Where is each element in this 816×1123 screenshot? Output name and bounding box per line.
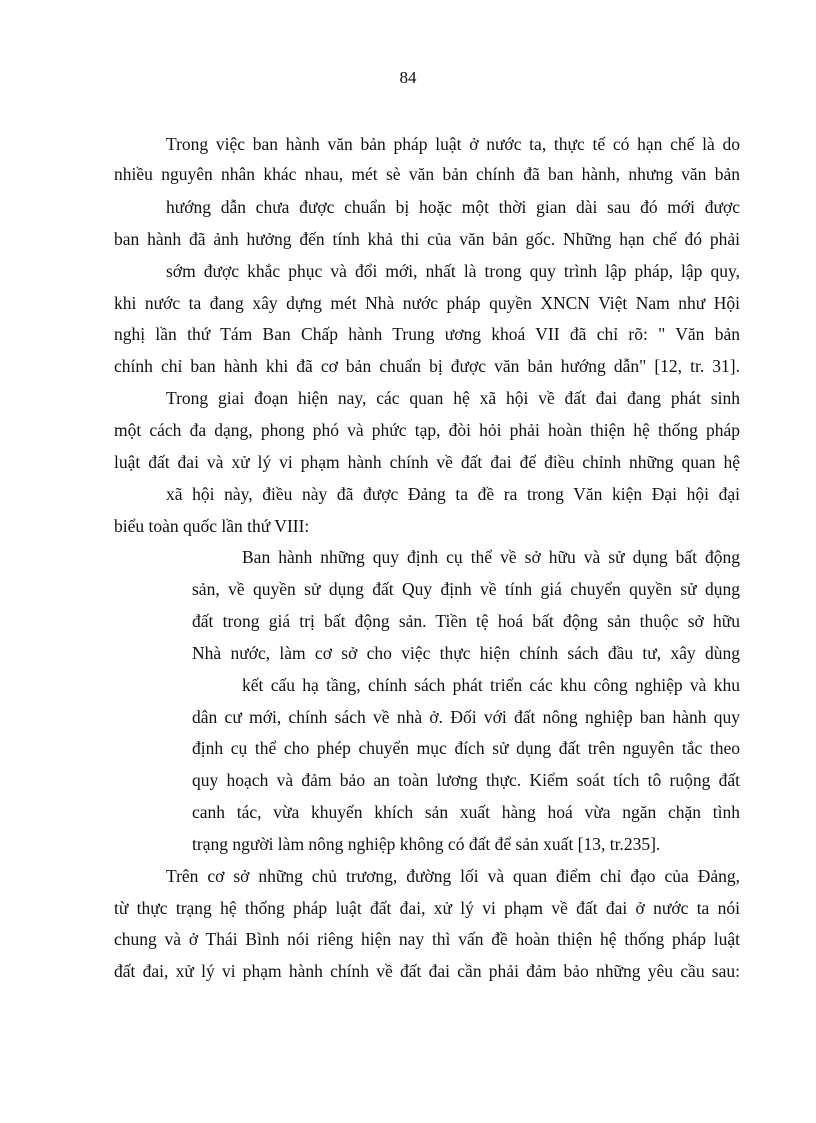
quote-line: kết cấu hạ tầng, chính sách phát triển các khu công nghiệp và khu [242,675,740,695]
quote-line: canh tác, vừa khuyến khích sản xuất hàng hoá vừa ngăn chặn tình [192,802,740,822]
quote-line: định cụ thể cho phép chuyển mục đích sử dụng đất trên nguyên tắc theo [192,738,740,758]
text-line: hướng dẫn chưa được chuẩn bị hoặc một thời gian dài sau đó mới được [166,197,740,217]
text-line: luật đất đai và xử lý vi phạm hành chính về đất đai để điều chỉnh những quan hệ [114,452,740,472]
quote-line: Nhà nước, làm cơ sở cho việc thực hiện chính sách đầu tư, xây dùng [192,643,740,663]
text-line: nghị lần thứ Tám Ban Chấp hành Trung ương khoá VII đã chỉ rõ: " Văn bản [114,324,740,344]
quote-line: quy hoạch và đảm bảo an toàn lương thực. Kiểm soát tích tô ruộng đất [192,770,740,790]
quote-line: Ban hành những quy định cụ thể về sở hữu và sử dụng bất động [242,547,740,567]
text-line: đất đai, xử lý vi phạm hành chính về đất đai cần phải đảm bảo những yêu cầu sau: [114,961,740,981]
text-line: sớm được khắc phục và đổi mới, nhất là trong quy trình lập pháp, lập quy, [166,261,740,281]
quote-line: dân cư mới, chính sách về nhà ở. Đối với đất nông nghiệp ban hành quy [192,707,740,727]
text-line: chung và ở Thái Bình nói riêng hiện nay thì vấn đề hoàn thiện hệ thống pháp luật [114,929,740,949]
text-line: xã hội này, điều này đã được Đảng ta đề ra trong Văn kiện Đại hội đại [166,484,740,504]
text-line: khi nước ta đang xây dựng mét Nhà nước pháp quyền XNCN Việt Nam như Hội [114,293,740,313]
text-line: chính chỉ ban hành khi đã cơ bản chuẩn bị được văn bản hướng dẫn" [12, tr. 31]. [114,356,740,376]
quote-line: trạng người làm nông nghiệp không có đất để sản xuất [13, tr.235]. [192,834,661,854]
quote-line: sản, về quyền sử dụng đất Quy định về tính giá chuyển quyền sử dụng [192,579,740,599]
text-line: một cách đa dạng, phong phó và phức tạp, đòi hỏi phải hoàn thiện hệ thống pháp [114,420,740,440]
text-line: Trong việc ban hành văn bản pháp luật ở nước ta, thực tế có hạn chế là do [166,134,740,154]
page-number: 84 [399,68,417,87]
text-line: ban hành đã ảnh hưởng đến tính khả thi của văn bản gốc. Những hạn chế đó phải [114,229,740,249]
text-line: Trong giai đoạn hiện nay, các quan hệ xã hội về đất đai đang phát sinh [166,388,740,408]
text-line: nhiều nguyên nhân khác nhau, mét sè văn bản chính đã ban hành, nhưng văn bản [114,164,740,184]
text-line: Trên cơ sở những chủ trương, đường lối và quan điểm chỉ đạo của Đảng, [166,866,740,886]
text-line: từ thực trạng hệ thống pháp luật đất đai, xử lý vi phạm về đất đai ở nước ta nói [114,898,740,918]
text-line: biểu toàn quốc lần thứ VIII: [114,516,310,536]
quote-line: đất trong giá trị bất động sản. Tiền tệ hoá bất động sản thuộc sở hữu [192,611,740,631]
